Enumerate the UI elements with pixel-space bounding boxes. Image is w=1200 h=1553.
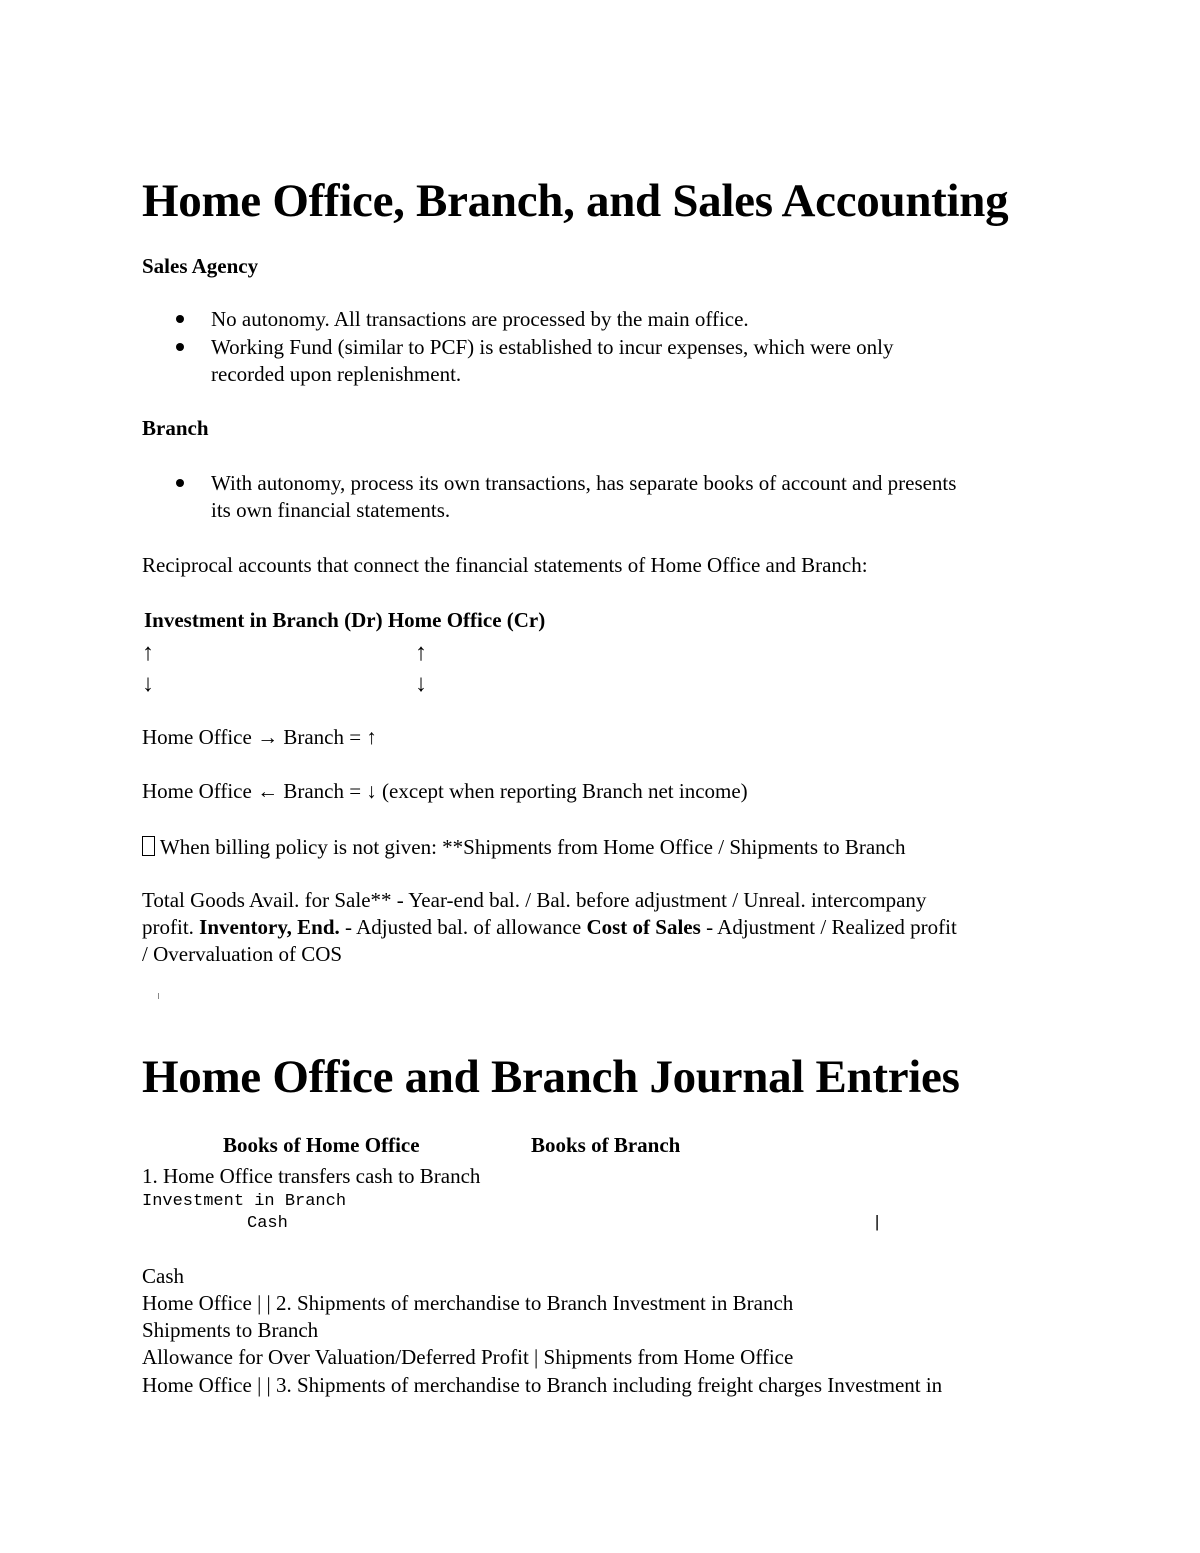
- cost-of-sales-term: Cost of Sales: [586, 915, 701, 939]
- journal-line: Cash: [142, 1264, 184, 1288]
- page-title: Home Office, Branch, and Sales Accounting: [142, 175, 1009, 227]
- sales-agency-bullet-2-cont: recorded upon replenishment.: [211, 362, 462, 386]
- rule-home-to-branch: Home Office → Branch = ↑: [142, 725, 377, 749]
- bullet-dot: [176, 479, 184, 487]
- arrow-up-icon: ↑: [142, 640, 154, 666]
- inventory-end-term: Inventory, End.: [199, 915, 340, 939]
- journal-line: Allowance for Over Valuation/Deferred Profit | Shipments from Home Office: [142, 1345, 794, 1369]
- sales-agency-heading: Sales Agency: [142, 254, 259, 278]
- billing-note-text: When billing policy is not given: **Shipments from Home Office / Shipments to Branch: [155, 835, 906, 859]
- column-header-branch: Books of Branch: [531, 1133, 681, 1157]
- section-title: Home Office and Branch Journal Entries: [142, 1051, 960, 1103]
- branch-bullet-1: With autonomy, process its own transactions, has separate books of account and presents: [211, 471, 957, 495]
- journal-line: Shipments to Branch: [142, 1318, 319, 1342]
- journal-pipe: |: [872, 1214, 883, 1233]
- para-text: profit.: [142, 915, 200, 939]
- column-header-home-office: Books of Home Office: [223, 1133, 420, 1157]
- branch-bullet-1-cont: its own financial statements.: [211, 498, 451, 522]
- arrow-down-icon: ↓: [142, 671, 154, 697]
- bullet-dot: [176, 343, 184, 351]
- para-line-3: / Overvaluation of COS: [142, 942, 343, 966]
- journal-account-credit: Cash: [247, 1214, 288, 1233]
- sales-agency-bullet-1: No autonomy. All transactions are processed by the main office.: [211, 307, 749, 331]
- journal-item-1: 1. Home Office transfers cash to Branch: [142, 1164, 481, 1188]
- para-text: - Adjustment / Realized profit: [700, 915, 957, 939]
- bullet-dot: [176, 315, 184, 323]
- arrow-up-icon: ↑: [415, 640, 427, 666]
- missing-glyph-icon: [142, 836, 155, 856]
- journal-line: Home Office | | 3. Shipments of merchandise to Branch including freight charges Investment in: [142, 1373, 943, 1397]
- rule-branch-to-home: Home Office ← Branch = ↓ (except when reporting Branch net income): [142, 779, 748, 803]
- para-line-2: [142, 917, 957, 938]
- para-line-1: Total Goods Avail. for Sale** - Year-end bal. / Bal. before adjustment / Unreal. intercompany: [142, 888, 927, 912]
- para-text: - Adjusted bal. of allowance: [339, 915, 587, 939]
- reciprocal-text: Reciprocal accounts that connect the financial statements of Home Office and Branch:: [142, 553, 868, 577]
- journal-account-debit: Investment in Branch: [142, 1192, 347, 1211]
- billing-note: [142, 836, 905, 858]
- journal-line: Home Office | | 2. Shipments of merchandise to Branch Investment in Branch: [142, 1291, 794, 1315]
- branch-heading: Branch: [142, 416, 209, 440]
- page-break-mark: [158, 993, 159, 999]
- accounts-header: Investment in Branch (Dr) Home Office (Cr): [144, 608, 546, 632]
- sales-agency-bullet-2: Working Fund (similar to PCF) is established to incur expenses, which were only: [211, 335, 894, 359]
- arrow-down-icon: ↓: [415, 671, 427, 697]
